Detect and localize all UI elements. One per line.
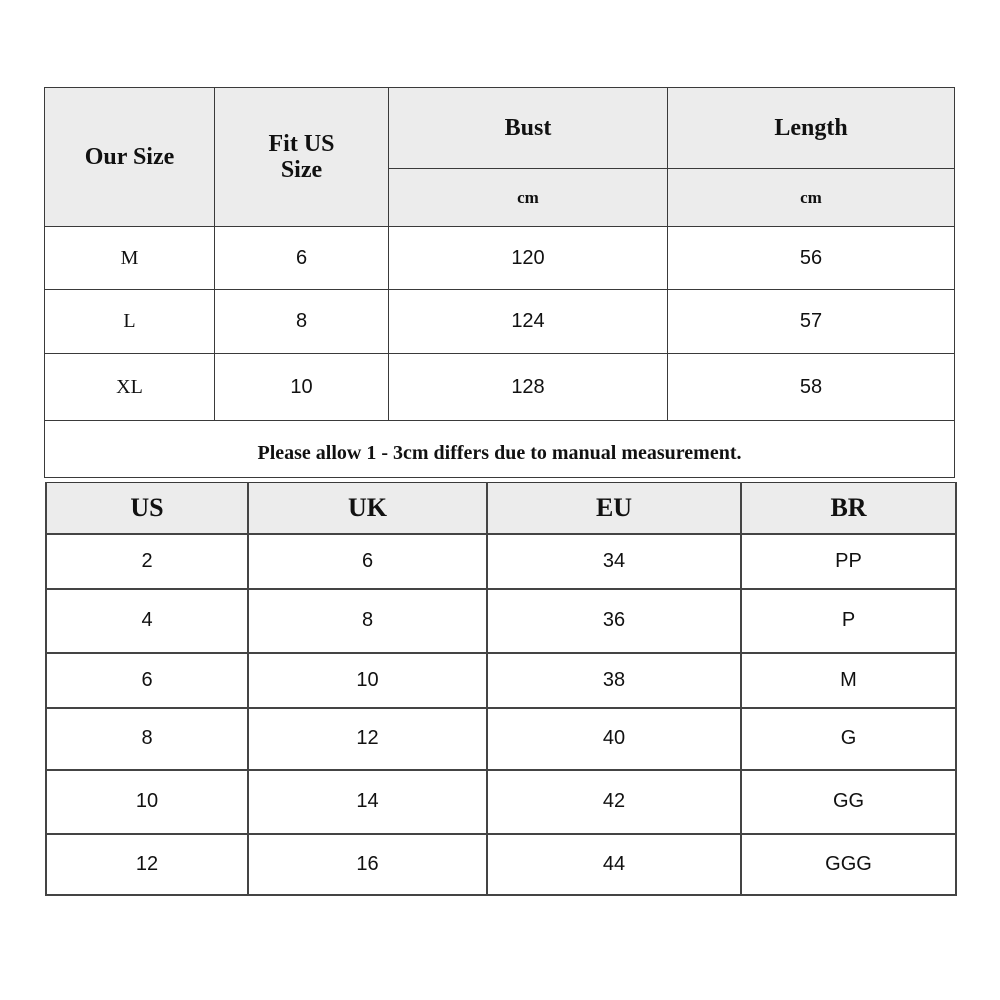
size-chart-table: [44, 87, 955, 478]
eu-cell: 34: [487, 534, 741, 589]
us-cell: 8: [46, 708, 248, 770]
table-row: [46, 589, 956, 653]
length-cell: 56: [668, 227, 955, 290]
br-cell: M: [741, 653, 956, 708]
eu-cell: 44: [487, 834, 741, 895]
table-row: [46, 534, 956, 589]
header-fit-us-size: [215, 88, 389, 227]
fit-us-cell: 6: [215, 227, 389, 290]
header-bust-unit: cm: [389, 169, 668, 227]
eu-cell: 42: [487, 770, 741, 834]
header-us: US: [46, 483, 248, 534]
table-row: [45, 354, 955, 421]
uk-cell: 14: [248, 770, 487, 834]
header-our-size: Our Size: [45, 88, 215, 227]
header-eu: EU: [487, 483, 741, 534]
header-br: BR: [741, 483, 956, 534]
br-cell: P: [741, 589, 956, 653]
table-row: [45, 227, 955, 290]
eu-cell: 38: [487, 653, 741, 708]
uk-cell: 12: [248, 708, 487, 770]
br-cell: PP: [741, 534, 956, 589]
us-cell: 12: [46, 834, 248, 895]
us-cell: 6: [46, 653, 248, 708]
bust-cell: 124: [389, 290, 668, 354]
length-cell: 58: [668, 354, 955, 421]
table-row: [46, 834, 956, 895]
table-row: [46, 708, 956, 770]
eu-cell: 40: [487, 708, 741, 770]
br-cell: GGG: [741, 834, 956, 895]
our-size-cell: M: [45, 227, 215, 290]
fit-us-cell: 10: [215, 354, 389, 421]
table-row: [46, 770, 956, 834]
header-bust: Bust: [389, 88, 668, 169]
table-row: [45, 290, 955, 354]
length-cell: 57: [668, 290, 955, 354]
bust-cell: 128: [389, 354, 668, 421]
header-fit-us-size-label: Fit US Size: [268, 131, 335, 183]
br-cell: GG: [741, 770, 956, 834]
bust-cell: 120: [389, 227, 668, 290]
br-cell: G: [741, 708, 956, 770]
us-cell: 2: [46, 534, 248, 589]
size-conversion-table: [45, 482, 957, 896]
header-length-unit: cm: [668, 169, 955, 227]
table-row: [46, 653, 956, 708]
uk-cell: 10: [248, 653, 487, 708]
uk-cell: 6: [248, 534, 487, 589]
header-uk: UK: [248, 483, 487, 534]
our-size-cell: L: [45, 290, 215, 354]
fit-us-cell: 8: [215, 290, 389, 354]
measurement-note: Please allow 1 - 3cm differs due to manual measurement.: [45, 421, 955, 478]
us-cell: 4: [46, 589, 248, 653]
eu-cell: 36: [487, 589, 741, 653]
us-cell: 10: [46, 770, 248, 834]
uk-cell: 8: [248, 589, 487, 653]
header-length: Length: [668, 88, 955, 169]
conversion-header-row: [46, 483, 956, 534]
our-size-cell: XL: [45, 354, 215, 421]
uk-cell: 16: [248, 834, 487, 895]
